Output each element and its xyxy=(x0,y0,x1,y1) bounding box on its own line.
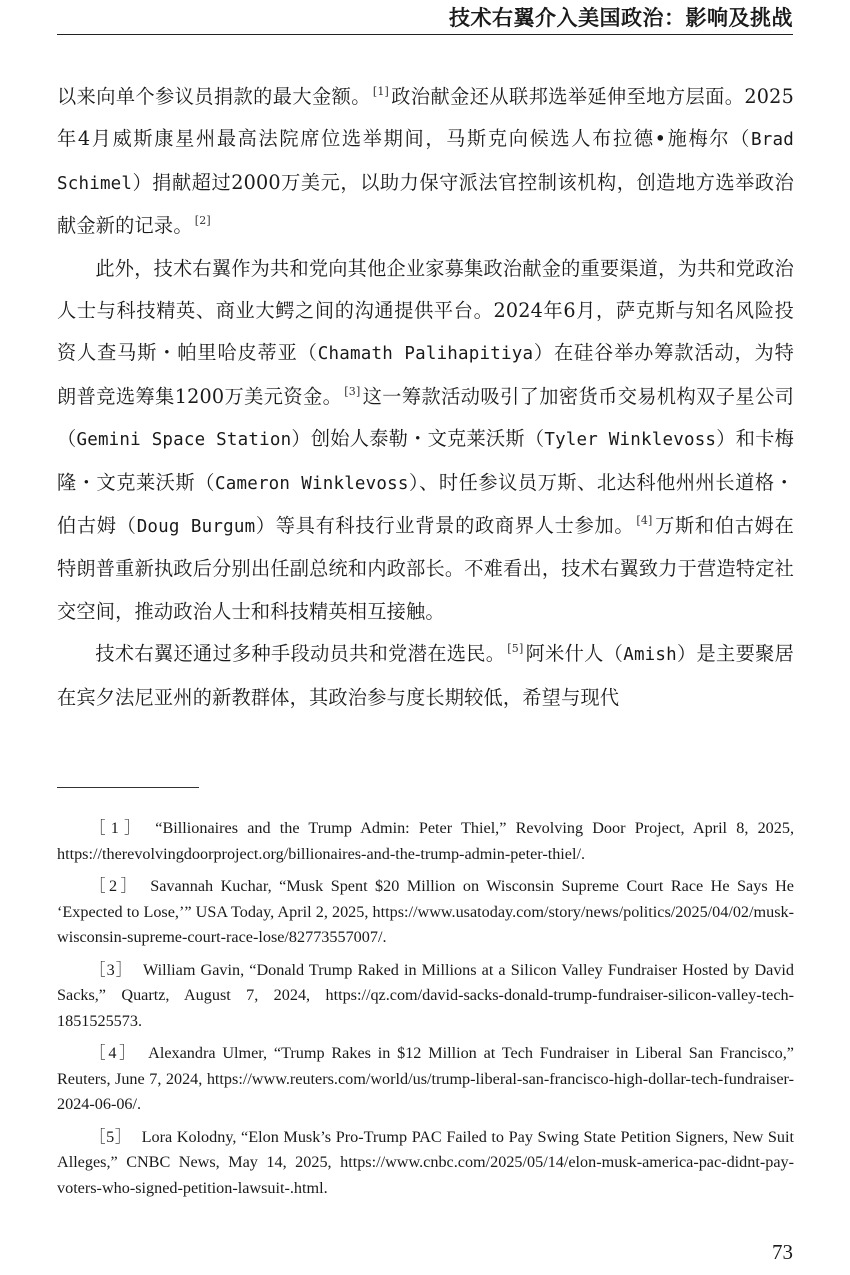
footnote-number: ［5］ xyxy=(89,1127,132,1146)
footnote-number: ［1］ xyxy=(89,819,146,837)
footnote-3 xyxy=(57,958,794,1035)
body-text xyxy=(57,76,794,719)
paragraph-text: ）创始人泰勒・文克莱沃斯（ xyxy=(291,427,545,451)
paragraph-text: ）捐献超过2000万美元，以助力保守派法官控制该机构，创造地方选举政治献金新的记录。 xyxy=(57,170,794,238)
paragraph-text: 这一筹款活动吸引了加密货币交易机构双子星公司（ xyxy=(57,384,795,451)
footnote-1 xyxy=(57,816,794,867)
paragraph-text: 此外，技术右翼作为共和党向其他企业家募集政治献金的重要渠道，为共和党政治人士与科技精英、商业大鳄之间的沟通提供平台。2024年6月，萨克斯与知名风险投资人查马斯・帕里哈皮蒂亚（ xyxy=(57,256,794,365)
running-header xyxy=(57,0,793,35)
footnote-ref-4[interactable]: [4] xyxy=(636,513,653,527)
footnote-text: Savannah Kuchar, “Musk Spent $20 Million on Wisconsin Supreme Court Race He Says He ‘Expected to Lose,’” USA Today, April 2, 2025, https://www.usatoday.com/story/news/politics/2025/04/02/musk-wisconsin-supreme-court-race-lose/82773557007/. xyxy=(57,877,794,946)
paragraph-text: ）是主要聚居在宾夕法尼亚州的新教群体，其政治参与度长期较低，希望与现代 xyxy=(57,642,795,709)
paragraph-text: 技术右翼还通过多种手段动员共和党潜在选民。 xyxy=(95,642,506,666)
footnote-ref-3[interactable]: [3] xyxy=(344,384,361,398)
footnote-2 xyxy=(57,874,794,951)
latin-name: Amish xyxy=(623,645,677,666)
latin-name: Tyler Winklevoss xyxy=(544,430,717,451)
paragraph-text: ）、时任参议员万斯、北达科他州州长道格・伯古姆（ xyxy=(57,470,794,538)
paragraph-text: ）在硅谷举办筹款活动，为特朗普竞选筹集1200万美元资金。 xyxy=(57,341,794,408)
footnote-text: “Billionaires and the Trump Admin: Peter Thiel,” Revolving Door Project, April 8, 2025, https://therevolvingdoorproject.org/billionaires-and-the-trump-admin-peter-thiel/. xyxy=(57,819,794,863)
footnote-5 xyxy=(57,1125,794,1202)
footnotes xyxy=(57,816,794,1208)
paragraph-1 xyxy=(57,76,794,248)
footnote-ref-5[interactable]: [5] xyxy=(507,642,524,656)
footnote-text: Alexandra Ulmer, “Trump Rakes in $12 Million at Tech Fundraiser in Liberal San Francisco,” Reuters, June 7, 2024, https://www.reuters.com/world/us/trump-liberal-san-francisco-high-dollar-tech-fundraiser-2024-06-06/. xyxy=(57,1044,794,1113)
paragraph-text: 政治献金还从联邦选举延伸至地方层面。2025年4月威斯康星州最高法院席位选举期间，马斯克向候选人布拉德•施梅尔（ xyxy=(57,85,794,151)
footnote-number: ［3］ xyxy=(89,960,134,979)
footnote-text: William Gavin, “Donald Trump Raked in Millions at a Silicon Valley Fundraiser Hosted by David Sacks,” Quartz, August 7, 2024, https://qz.com/david-sacks-donald-trump-fundraiser-silicon-valley-tech-1851525573. xyxy=(57,960,795,1030)
footnote-number: ［2］ xyxy=(89,877,141,895)
paragraph-text: ）等具有科技行业背景的政商界人士参加。 xyxy=(255,514,635,538)
latin-name: Gemini Space Station xyxy=(76,430,292,451)
latin-name: Cameron Winklevoss xyxy=(215,473,409,494)
running-title: 技术右翼介入美国政治：影响及挑战 xyxy=(449,5,793,30)
paragraph-2 xyxy=(57,248,794,634)
footnote-4 xyxy=(57,1041,794,1118)
paragraph-text: 以来向单个参议员捐款的最大金额。 xyxy=(57,85,371,108)
footnote-divider xyxy=(57,787,199,788)
paragraph-text: 万斯和伯古姆在特朗普重新执政后分别出任副总统和内政部长。不难看出，技术右翼致力于营造特定社交空间，推动政治人士和科技精英相互接触。 xyxy=(57,514,794,623)
page-number: 73 xyxy=(772,1240,793,1264)
paragraph-3 xyxy=(57,633,794,719)
paragraph-text: ）和卡梅隆・文克莱沃斯（ xyxy=(57,427,794,494)
footnote-text: Lora Kolodny, “Elon Musk’s Pro-Trump PAC Failed to Pay Swing State Petition Signers, New Suit Alleges,” CNBC News, May 14, 2025, https://www.cnbc.com/2025/05/14/elon-musk-america-pac-didnt-pay-voters-who-signed-petition-lawsuit-.html. xyxy=(57,1127,795,1197)
footnote-ref-2[interactable]: [2] xyxy=(194,213,211,227)
paragraph-text: 阿米什人（ xyxy=(525,642,624,666)
latin-name: Chamath Palihapitiya xyxy=(317,344,534,365)
footnote-number: ［4］ xyxy=(89,1044,139,1062)
latin-name: Brad Schimel xyxy=(57,130,794,194)
footnote-ref-1[interactable]: [1] xyxy=(372,84,390,98)
latin-name: Doug Burgum xyxy=(136,517,256,538)
